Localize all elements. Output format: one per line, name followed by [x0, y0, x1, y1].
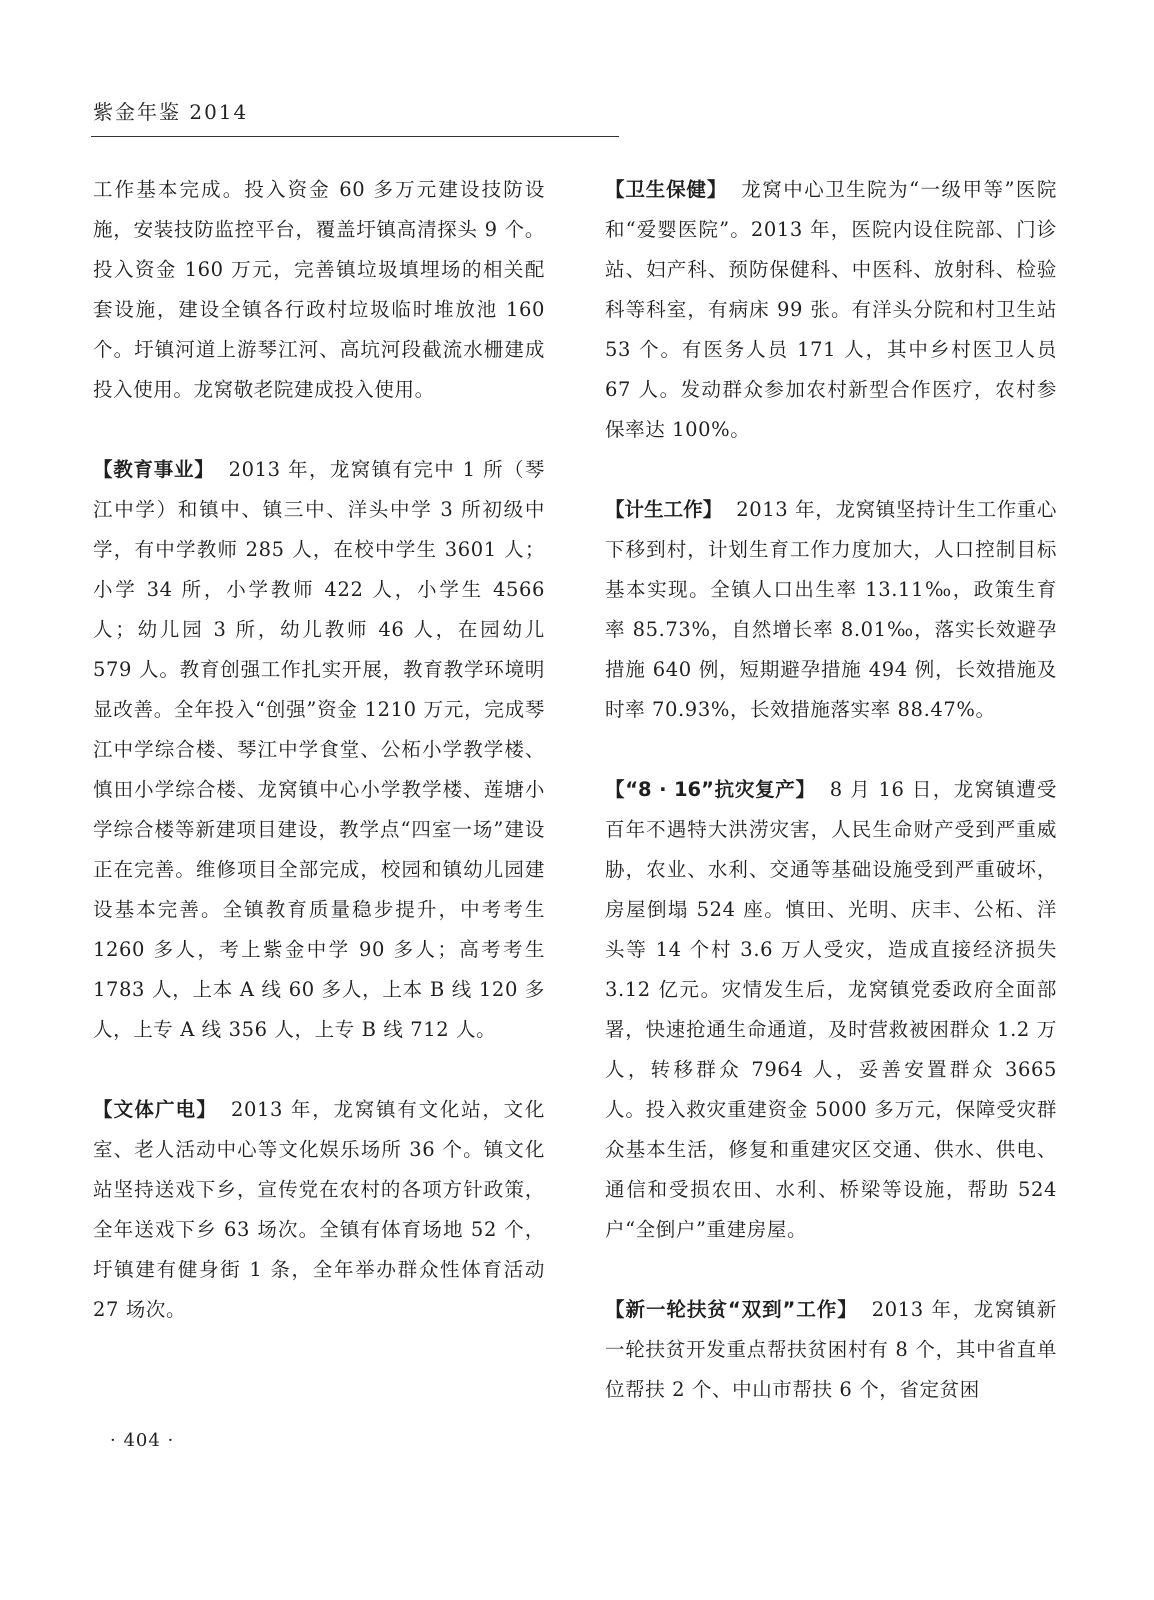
intro-text: 工作基本完成。投入资金 60 多万元建设技防设施，安装技防监控平台，覆盖圩镇高清探头 9 个。投入资金 160 万元，完善镇垃圾填埋场的相关配套设施，建设全镇各行政村垃圾临时堆放池 160 个。圩镇河道上游琴江河、高坑河段截流水栅建成投入使用。龙窝敬老院建成投入使用。 [93, 178, 545, 401]
header-rule [91, 136, 619, 137]
family-planning-heading: 【计生工作】 [605, 498, 723, 521]
paragraph-gap [93, 410, 545, 450]
culture-section [93, 1090, 545, 1330]
culture-body: 2013 年，龙窝镇有文化站，文化室、老人活动中心等文化娱乐场所 36 个。镇文化站坚持送戏下乡，宣传党在农村的各项方针政策，全年送戏下乡 63 场次。全镇有体育场地 52 个，圩镇建有健身街 1 条，全年举办群众性体育活动 27 场次。 [93, 1098, 545, 1321]
health-section [605, 170, 1057, 450]
disaster-body: 8 月 16 日，龙窝镇遭受百年不遇特大洪涝灾害，人民生命财产受到严重威胁，农业、水利、交通等基础设施受到严重破坏，房屋倒塌 524 座。慎田、光明、庆丰、公柘、洋头等 14 个村 3.6 万人受灾，造成直接经济损失 3.12 亿元。灾情发生后，龙窝镇党委政府全面部署，快速抢通生命通道，及时营救被困群众 1.2 万人，转移群众 7964 人，妥善安置群众 3665 人。投入救灾重建资金 5000 多万元，保障受灾群众基本生活，修复和重建灾区交通、供水、供电、通信和受损农田、水利、桥梁等设施，帮助 524 户“全倒户”重建房屋。 [605, 778, 1057, 1241]
running-header: 紫金年鉴 2014 [93, 100, 249, 124]
health-body: 龙窝中心卫生院为“一级甲等”医院和“爱婴医院”。2013 年，医院内设住院部、门诊站、妇产科、预防保健科、中医科、放射科、检验科等科室，有病床 99 张。有洋头分院和村卫生站 53 个。有医务人员 171 人，其中乡村医卫人员 67 人。发动群众参加农村新型合作医疗，农村参保率达 100%。 [605, 178, 1057, 441]
education-body: 2013 年，龙窝镇有完中 1 所（琴江中学）和镇中、镇三中、洋头中学 3 所初级中学，有中学教师 285 人，在校中学生 3601 人；小学 34 所，小学教师 422 人，小学生 4566 人；幼儿园 3 所，幼儿教师 46 人，在园幼儿 579 人。教育创强工作扎实开展，教育教学环境明显改善。全年投入“创强”资金 1210 万元，完成琴江中学综合楼、琴江中学食堂、公柘小学教学楼、慎田小学综合楼、龙窝镇中心小学教学楼、莲塘小学综合楼等新建项目建设，教学点“四室一场”建设正在完善。维修项目全部完成，校园和镇幼儿园建设基本完善。全镇教育质量稳步提升，中考考生 1260 多人，考上紫金中学 90 多人；高考考生 1783 人，上本 A 线 60 多人，上本 B 线 120 多人，上专 A 线 356 人，上专 B 线 712 人。 [93, 458, 545, 1041]
family-planning-body: 2013 年，龙窝镇坚持计生工作重心下移到村，计划生育工作力度加大，人口控制目标基本实现。全镇人口出生率 13.11‰，政策生育率 85.73%，自然增长率 8.01‰，落实长效避孕措施 640 例，短期避孕措施 494 例，长效措施及时率 70.93%，长效措施落实率 88.47%。 [605, 498, 1057, 721]
culture-heading: 【文体广电】 [93, 1098, 217, 1121]
paragraph-gap [605, 450, 1057, 490]
poverty-section [605, 1290, 1057, 1410]
right-column [605, 170, 1057, 1410]
disaster-heading: 【“8 · 16”抗灾复产】 [605, 778, 816, 801]
intro-paragraph [93, 170, 545, 410]
poverty-body: 2013 年，龙窝镇新一轮扶贫开发重点帮扶贫困村有 8 个，其中省直单位帮扶 2 个、中山市帮扶 6 个，省定贫困 [605, 1298, 1057, 1401]
page-number: · 404 · [110, 1430, 175, 1451]
paragraph-gap [93, 1050, 545, 1090]
health-heading: 【卫生保健】 [605, 178, 728, 201]
paragraph-gap [605, 1250, 1057, 1290]
poverty-heading: 【新一轮扶贫“双到”工作】 [605, 1298, 858, 1321]
family-planning-section [605, 490, 1057, 730]
disaster-section [605, 770, 1057, 1250]
left-column [93, 170, 545, 1330]
education-section [93, 450, 545, 1050]
paragraph-gap [605, 730, 1057, 770]
education-heading: 【教育事业】 [93, 458, 215, 481]
